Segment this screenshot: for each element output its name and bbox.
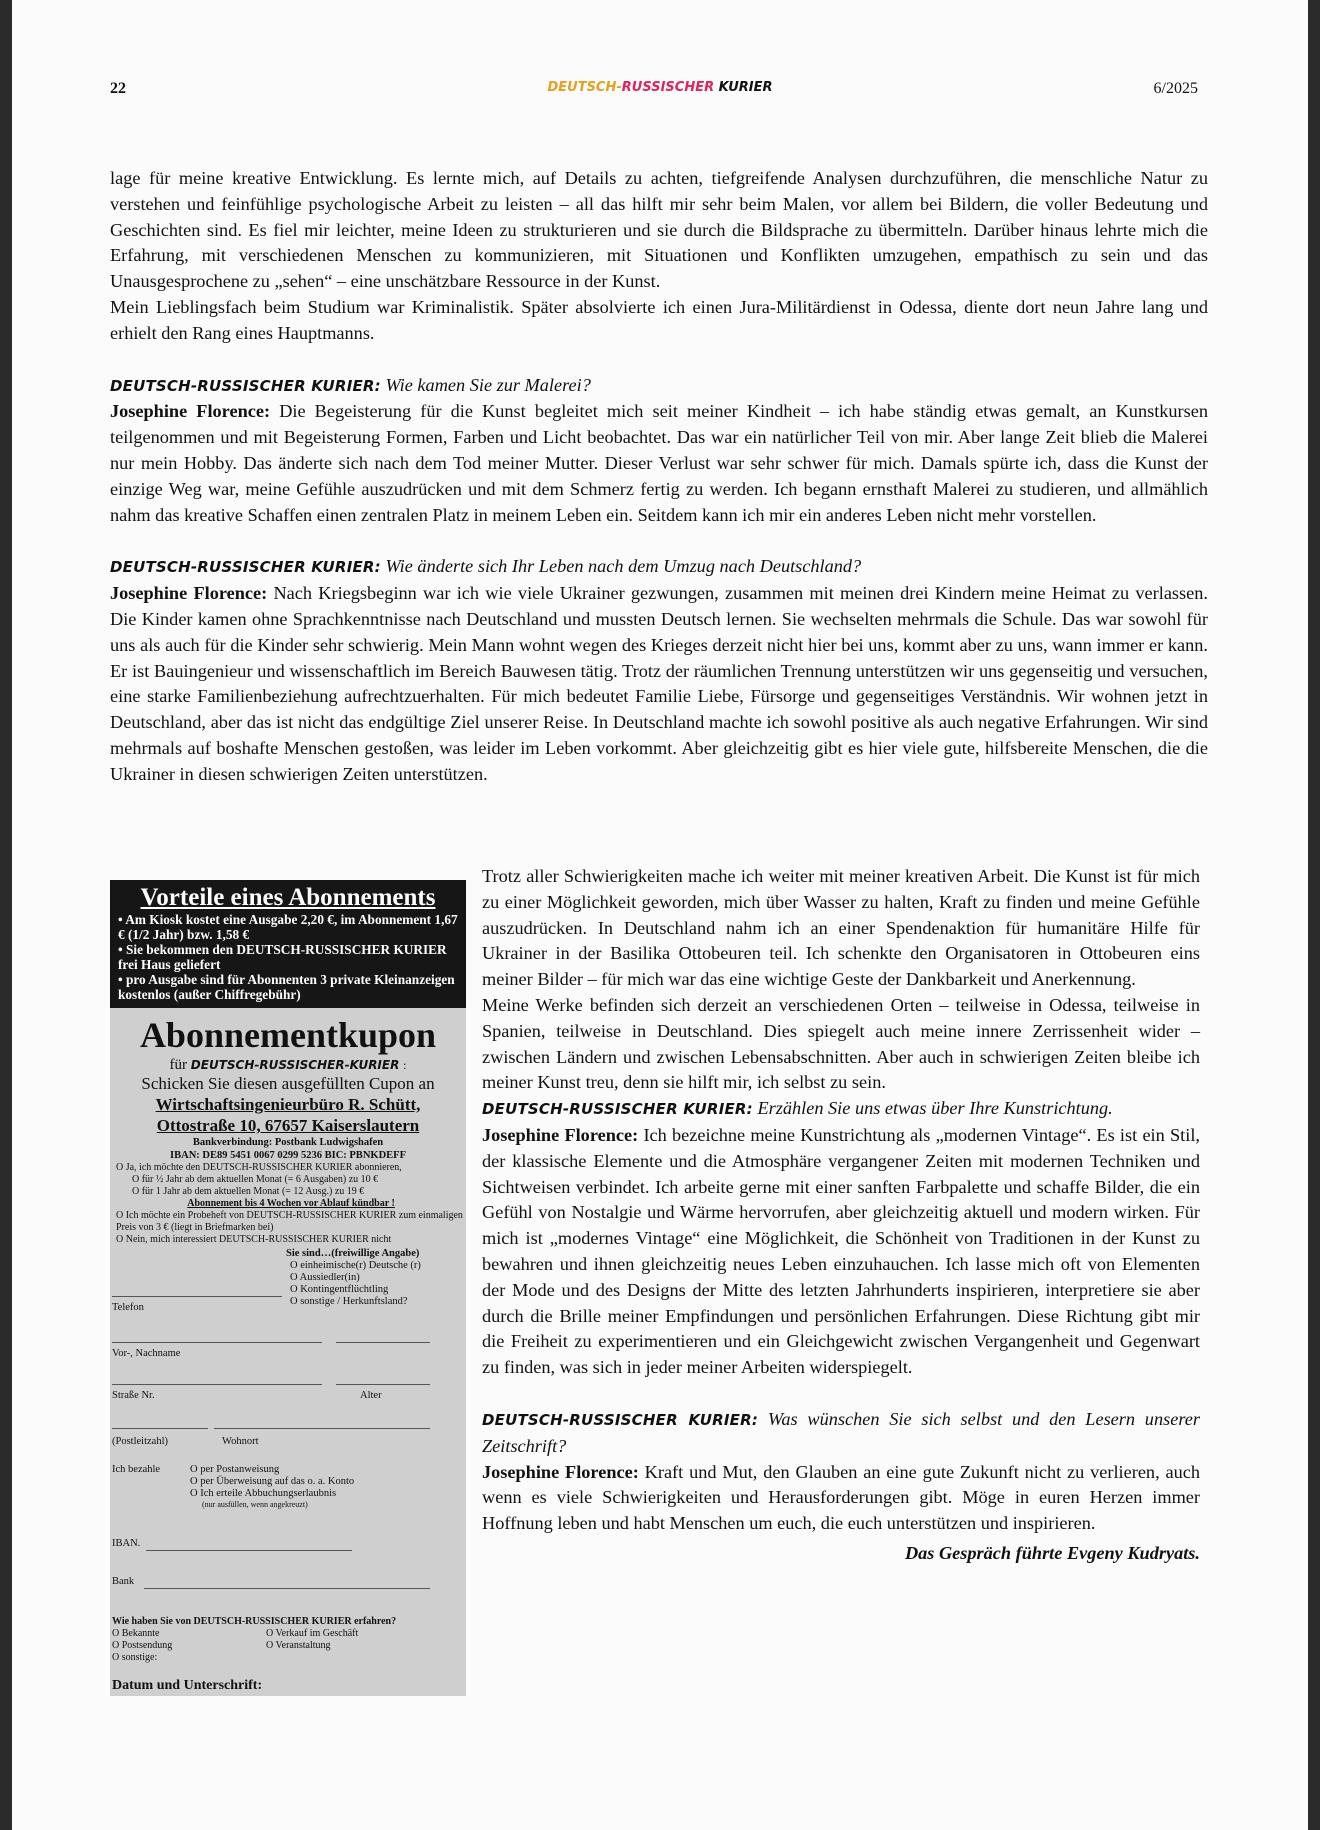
phone-label: Telefon [112,1302,144,1313]
cancellation-note: Abonnement bis 4 Wochen vor Ablauf kündbar ! [187,1198,395,1209]
origin-option[interactable]: O sonstige / Herkunftsland? [290,1296,408,1307]
source-option[interactable]: O Bekannte [112,1628,160,1639]
option-full-year[interactable]: O für 1 Jahr ab dem aktuellen Monat (= 12 Ausg.) zu 19 € [132,1186,365,1197]
magazine-page [12,0,1308,1830]
bank-label: Bank [112,1576,135,1587]
street-field[interactable] [112,1384,322,1385]
payment-option[interactable]: O per Postanweisung [190,1464,280,1475]
benefit-item: • Sie bekommen den DEUTSCH-RUSSISCHER KURIER frei Haus geliefert [118,942,447,972]
benefit-item: • pro Ausgabe sind für Abonnenten 3 private Kleinanzeigen kostenlos (außer Chiffregebühr) [118,972,455,1002]
benefits-panel [110,880,466,1008]
source-question: Wie haben Sie von DEUTSCH-RUSSISCHER KURIER erfahren? [112,1616,397,1627]
coupon-form [110,1246,466,1616]
payment-option[interactable]: O per Überweisung auf das o. a. Konto [190,1476,355,1487]
street-label: Straße Nr. [112,1390,155,1401]
city-label: Wohnort [222,1436,259,1447]
bank-line: Bankverbindung: Postbank Ludwigshafen [192,1137,384,1148]
name-field-extra[interactable] [336,1342,430,1343]
coupon-heading: Abonnementkupon [139,1015,437,1055]
answer: Josephine Florence: Ich bezeichne meine Kunstrichtung als „modernen Vintage“. Es ist ein Stil, der klassische Elemente und die Atmosphäre vergangener Zeiten mit modernen Techniken und Sichtweisen verbindet. Ich arbeite gerne mit einer sanften Farbpalette und schaffe Bilder, die ein Gefühl von Nostalgie und Wärme hervorrufen, aber gleichzeitig aktuell und modern wirken. Für mich ist „modernes Vintage“ eine Möglichkeit, die Schönheit von Traditionen in der Kunst zu bewahren und ihnen gleichzeitig neues Leben einzuhauchen. Ich lasse mich oft von Elementen der Mode und des Designs der Mitte des letzten Jahrhunderts inspirieren, interpretiere sie aber durch die Brille meiner Empfindungen und persönlichen Erfahrungen. Diese Richtung gibt mir die Freiheit zu experimentieren und ein Gleichgewicht zwischen Vergangenheit und Gegenwart zu finden, was sich in jeder meiner Arbeiten widerspiegelt. [482,1124,1200,1378]
origin-label: Sie sind…(freiwillige Angabe) [286,1248,420,1259]
origin-option[interactable]: O Aussiedler(in) [290,1272,360,1283]
answer: Josephine Florence: Nach Kriegsbeginn war ich wie viele Ukrainer gezwungen, zusammen mit meinen drei Kindern meine Heimat zu verlassen. Die Kinder kamen ohne Sprachkenntnisse nach Deutschland und mussten Deutsch lernen. Sie wechselten mehrmals die Schule. Das war sowohl für uns als auch für die Kinder sehr schwierig. Mein Mann wohnt wegen des Krieges derzeit nicht hier bei uns, kommt aber zu uns, wann immer er kann. Er ist Bauingenieur und wissenschaftlich im Bereich Bauwesen tätig. Trotz der räumlichen Trennung unterstützen wir uns gegenseitig und versuchen, eine starke Familienbeziehung aufrechtzuerhalten. Für mich bedeutet Familie Liebe, Fürsorge und gegenseitiges Verständnis. Wir wohnen jetzt in Deutschland, aber das ist nicht das endgültige Ziel unserer Reise. In Deutschland machte ich sowohl positive als auch negative Erfahrungen. Wir sind mehrmals auf boshafte Menschen gestoßen, was leider im Leben vorkommt. Aber gleichzeitig gibt es hier viele gute, hilfsbereite Menschen, die die Ukrainer in diesen schwierigen Zeiten unterstützen. [110,583,1208,784]
source-option[interactable]: O sonstige: [112,1652,158,1663]
masthead-logo: DEUTSCH-RUSSISCHER KURIER [547,80,773,95]
question: DEUTSCH-RUSSISCHER KURIER: Wie kamen Sie zur Malerei? [110,374,591,395]
signature: Das Gespräch führte Evgeny Kudryats. [904,1542,1200,1563]
question: DEUTSCH-RUSSISCHER KURIER: Was wünschen Sie sich selbst und den Lesern unserer Zeitschrift? [482,1408,1200,1456]
address-line: Wirtschaftsingenieurbüro R. Schütt, [155,1095,421,1114]
date-signature-label: Datum und Unterschrift: [112,1678,263,1693]
benefits-title: Vorteile eines Abonnements [140,884,436,911]
window-edge-left [0,0,12,1830]
send-instruction: Schicken Sie diesen ausgefüllten Cupon an [141,1074,435,1093]
paragraph: Meine Werke befinden sich derzeit an verschiedenen Orten – teilweise in Odessa, teilweise in Spanien, teilweise in Deutschland. Dies spiegelt auch meine innere Zerrissenheit wider – zwischen Ländern und zwischen Lebensabschnitten. Aber auch in schwierigen Zeiten bleibe ich meiner Kunst treu, denn sie hilft mir, ich selbst zu sein. [482,994,1200,1093]
option-subscribe[interactable]: O Ja, ich möchte den DEUTSCH-RUSSISCHER KURIER abonnieren, [116,1162,402,1173]
option-no[interactable]: O Nein, mich interessiert DEUTSCH-RUSSISCHER KURIER nicht [116,1234,392,1245]
benefit-item: • Am Kiosk kostet eine Ausgabe 2,20 €, im Abonnement 1,67 € (1/2 Jahr) bzw. 1,58 € [118,912,458,942]
bank-line: IBAN: DE89 5451 0067 0299 5236 BIC: PBNKDEFF [170,1150,406,1161]
window-edge-right [1308,0,1320,1830]
bank-field[interactable] [144,1588,430,1589]
article-text-right [482,864,1200,1567]
age-label: Alter [360,1390,382,1401]
subscription-coupon [110,880,466,1696]
answer: Josephine Florence: Kraft und Mut, den Glauben an eine gute Zukunft nicht zu verlieren, auch wenn es viele Schwierigkeiten und Herausforderungen gibt. Möge in euren Herzen immer Hoffnung leben und habt Menschen um euch, die euch unterstützen und inspirieren. [482,1461,1200,1534]
coupon-for: für DEUTSCH-RUSSISCHER-KURIER : [169,1057,407,1073]
origin-option[interactable]: O Kontingentflüchtling [290,1284,389,1295]
phone-field[interactable] [112,1296,282,1297]
payment-option[interactable]: O Ich erteile Abbuchungserlaubnis [190,1488,337,1499]
zip-field[interactable] [112,1428,208,1429]
paragraph: lage für meine kreative Entwicklung. Es lernte mich, auf Details zu achten, tiefgreifende Analysen durchzuführen, die menschliche Natur zu verstehen und feinfühlige psychologische Arbeit zu leisten – all das hilft mir sehr beim Malen, vor allem bei Bildern, die voller Bedeutung und Geschichten sind. Es fiel mir leichter, meine Ideen zu strukturieren und sie durch die Bildsprache zu übermitteln. Darüber hinaus lehrte mich die Erfahrung, mit verschiedenen Menschen zu kommunizieren, mit Situationen und Konflikten umzugehen, empathisch zu sein und das Unausgesprochene zu „sehen“ – eine unschätzbare Ressource in der Kunst. [110,168,1208,292]
payment-label: Ich bezahle [112,1464,161,1475]
page-number: 22 [110,80,126,97]
question: DEUTSCH-RUSSISCHER KURIER: Erzählen Sie uns etwas über Ihre Kunstrichtung. [482,1098,1113,1119]
paragraph: Trotz aller Schwierigkeiten mache ich weiter mit meiner kreativen Arbeit. Die Kunst ist für mich zu einer Möglichkeit geworden, mich über Wasser zu halten, Kraft zu finden und meine Gefühle auszudrücken. In Deutschland nahm ich an einer Spendenaktion für humanitäre Hilfe für Ukrainer in der Basilika Ottobeuren teil. Ich schenkte den Organisatoren in Ottobeuren eins meiner Bilder – für mich war das eine wichtige Geste der Dankbarkeit und Anerkennung. [482,866,1200,990]
zip-label: (Postleitzahl) [112,1436,168,1447]
option-trial[interactable]: O Ich möchte ein Probeheft von DEUTSCH-RUSSISCHER KURIER zum einmaligen Preis von 3 € (liegt in Briefmarken bei) [116,1210,463,1233]
payment-note: (nur ausfüllen, wenn angekreuzt) [202,1500,308,1509]
city-field[interactable] [214,1428,430,1429]
issue-number: 6/2025 [1153,80,1198,97]
iban-label: IBAN. [112,1538,141,1549]
name-field[interactable] [112,1342,322,1343]
paragraph: Mein Lieblingsfach beim Studium war Kriminalistik. Später absolvierte ich einen Jura-Militärdienst in Odessa, diente dort neun Jahre lang und erhielt den Rang eines Hauptmanns. [110,296,1208,343]
source-option[interactable]: O Verkauf im Geschäft [266,1628,359,1639]
name-label: Vor-, Nachname [112,1348,181,1359]
source-option[interactable]: O Postsendung [112,1640,173,1651]
iban-field[interactable] [146,1550,352,1551]
age-field[interactable] [336,1384,430,1385]
source-option[interactable]: O Veranstaltung [266,1640,331,1651]
article-text-top [110,166,1208,788]
question: DEUTSCH-RUSSISCHER KURIER: Wie änderte sich Ihr Leben nach dem Umzug nach Deutschland? [110,556,862,577]
address-line: Ottostraße 10, 67657 Kaiserslautern [156,1116,420,1135]
page-header [12,80,1308,102]
option-half-year[interactable]: O für ½ Jahr ab dem aktuellen Monat (= 6 Ausgaben) zu 10 € [132,1174,379,1185]
origin-option[interactable]: O einheimische(r) Deutsche (r) [290,1260,421,1271]
answer: Josephine Florence: Die Begeisterung für die Kunst begleitet mich seit meiner Kindheit – ich habe ständig etwas gemalt, an Kunstkursen teilgenommen und mit Begeisterung Formen, Farben und Licht beobachtet. Das war ein natürlicher Teil von mir. Aber lange Zeit blieb die Malerei nur mein Hobby. Das änderte sich nach dem Tod meiner Mutter. Dieser Verlust war sehr schwer für mich. Damals spürte ich, dass die Kunst der einzige Weg war, meine Gefühle auszudrücken und mit dem Schmerz fertig zu werden. Ich begann ernsthaft Malerei zu studieren, und allmählich nahm das kreative Schaffen einen zentralen Platz in meinem Leben ein. Seitdem kann ich mir ein anderes Leben nicht mehr vorstellen. [110,401,1209,525]
